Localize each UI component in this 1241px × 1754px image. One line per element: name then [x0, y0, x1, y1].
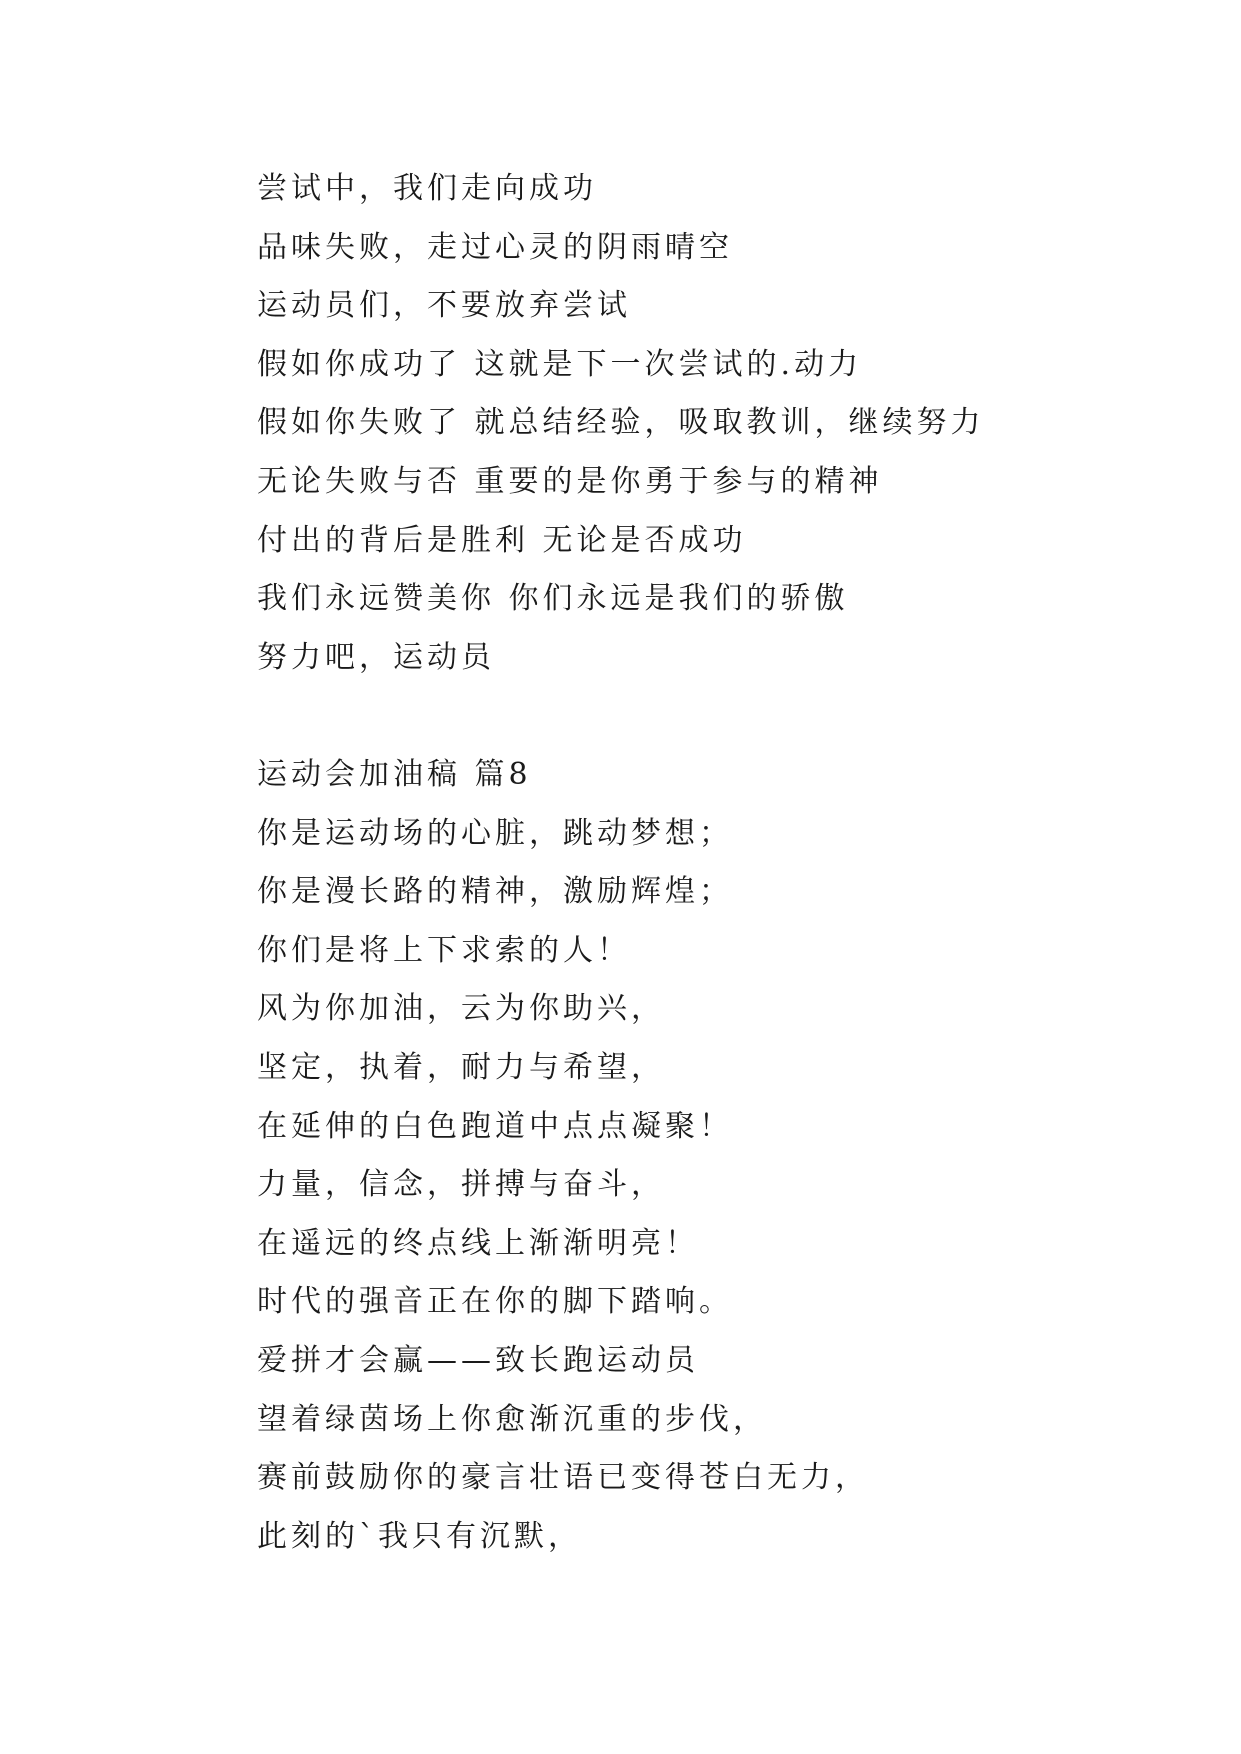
text-line: 风为你加油，云为你助兴，: [257, 991, 665, 1027]
text-line: 在延伸的白色跑道中点点凝聚！: [257, 1108, 733, 1144]
text-line: 此刻的`我只有沉默，: [257, 1518, 582, 1554]
text-line: 你们是将上下求索的人！: [257, 932, 631, 968]
poem-section-1: [257, 160, 1157, 687]
poem-section-2: [257, 746, 1157, 1566]
text-line: 尝试中，我们走向成功: [257, 171, 597, 206]
text-line: 付出的背后是胜利 无论是否成功: [257, 522, 747, 558]
text-line: 假如你成功了 这就是下一次尝试的.动力: [257, 346, 863, 382]
text-line: 运动员们，不要放弃尝试: [257, 288, 631, 324]
text-line: 努力吧，运动员: [257, 639, 495, 675]
text-line: 品味失败，走过心灵的阴雨晴空: [257, 229, 733, 265]
text-line: 你是运动场的心脏，跳动梦想；: [257, 815, 733, 851]
section-heading: 运动会加油稿 篇8: [257, 757, 532, 792]
text-line: 坚定，执着，耐力与希望，: [257, 1049, 665, 1085]
text-line: 望着绿茵场上你愈渐沉重的步伐，: [257, 1401, 767, 1437]
text-line: 假如你失败了 就总结经验，吸取教训，继续努力: [257, 405, 985, 441]
text-line: 你是漫长路的精神，激励辉煌；: [257, 874, 733, 910]
text-line: 赛前鼓励你的豪言壮语已变得苍白无力，: [257, 1460, 869, 1496]
text-line: 我们永远赞美你 你们永远是我们的骄傲: [257, 581, 849, 617]
text-line: 爱拼才会赢——致长跑运动员: [257, 1342, 699, 1378]
text-line: 无论失败与否 重要的是你勇于参与的精神: [257, 463, 883, 499]
text-line: 时代的强音正在你的脚下踏响。: [257, 1284, 733, 1320]
text-line: 力量，信念，拼搏与奋斗，: [257, 1167, 665, 1203]
text-line: 在遥远的终点线上渐渐明亮！: [257, 1225, 699, 1261]
